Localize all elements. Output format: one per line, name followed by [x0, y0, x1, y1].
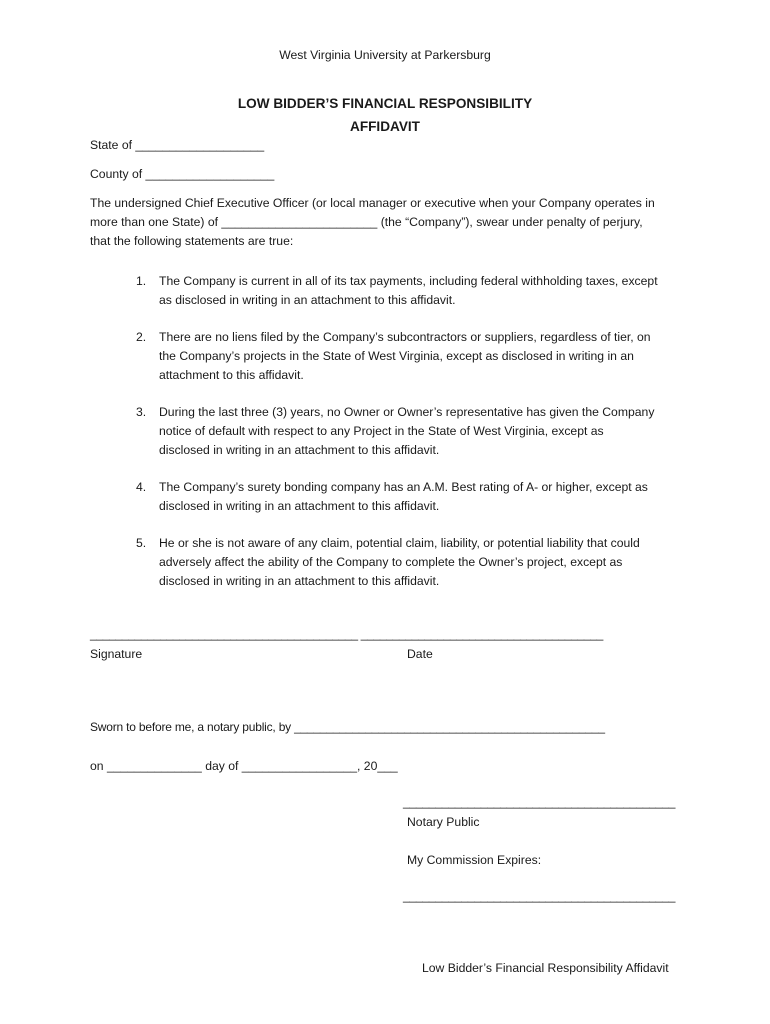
list-item-line: The Company is current in all of its tax payments, including federal withholding taxes, except: [159, 274, 658, 288]
commission-expires-line: __________________________________________: [403, 889, 676, 903]
intro-line: The undersigned Chief Executive Officer (or local manager or executive when your Company operates in: [90, 196, 655, 210]
list-item-number: 3.: [136, 405, 147, 419]
list-item-line: attachment to this affidavit.: [159, 368, 304, 382]
commission-expires-label: My Commission Expires:: [407, 853, 542, 867]
list-item-number: 4.: [136, 480, 147, 494]
list-item-number: 5.: [136, 536, 147, 550]
list-item-line: as disclosed in writing in an attachment to this affidavit.: [159, 293, 456, 307]
document-title-line2: AFFIDAVIT: [350, 119, 420, 134]
intro-line: that the following statements are true:: [90, 234, 294, 248]
date-label: Date: [407, 647, 433, 661]
date-of-oath-line: on ______________ day of _________________, 20___: [90, 759, 398, 773]
list-item-line: disclosed in writing in an attachment to this affidavit.: [159, 443, 440, 457]
list-item-line: The Company’s surety bonding company has an A.M. Best rating of A- or higher, except as: [159, 480, 648, 494]
signature-date-line: __________________________________________ ______________________________________: [90, 627, 603, 641]
page-footer: Low Bidder’s Financial Responsibility Affidavit: [422, 961, 669, 975]
list-item-line: adversely affect the ability of the Company to complete the Owner’s project, except as: [159, 555, 623, 569]
county-field: County of ___________________: [90, 167, 275, 181]
list-item-line: disclosed in writing in an attachment to this affidavit.: [159, 499, 440, 513]
list-item-line: the Company’s projects in the State of West Virginia, except as disclosed in writing in an: [159, 349, 634, 363]
signature-label: Signature: [90, 647, 143, 661]
list-item-number: 2.: [136, 330, 147, 344]
list-item-line: He or she is not aware of any claim, potential claim, liability, or potential liability that could: [159, 536, 640, 550]
list-item-line: notice of default with respect to any Project in the State of West Virginia, except as: [159, 424, 604, 438]
list-item-line: During the last three (3) years, no Owner or Owner’s representative has given the Company: [159, 405, 655, 419]
document-title-line1: LOW BIDDER’S FINANCIAL RESPONSIBILITY: [237, 96, 533, 111]
list-item-line: There are no liens filed by the Company’s subcontractors or suppliers, regardless of tier, on: [159, 330, 651, 344]
institution-header: West Virginia University at Parkersburg: [279, 48, 491, 62]
list-item-line: disclosed in writing in an attachment to this affidavit.: [159, 574, 440, 588]
list-item-number: 1.: [136, 274, 147, 288]
intro-line: more than one State) of _______________________ (the “Company”), swear under penalty of perjury,: [90, 215, 643, 229]
sworn-line: Sworn to before me, a notary public, by ________________________________________________: [90, 720, 605, 734]
state-field: State of ___________________: [90, 138, 265, 152]
notary-signature-line: __________________________________________: [403, 795, 676, 809]
notary-public-label: Notary Public: [407, 815, 480, 829]
